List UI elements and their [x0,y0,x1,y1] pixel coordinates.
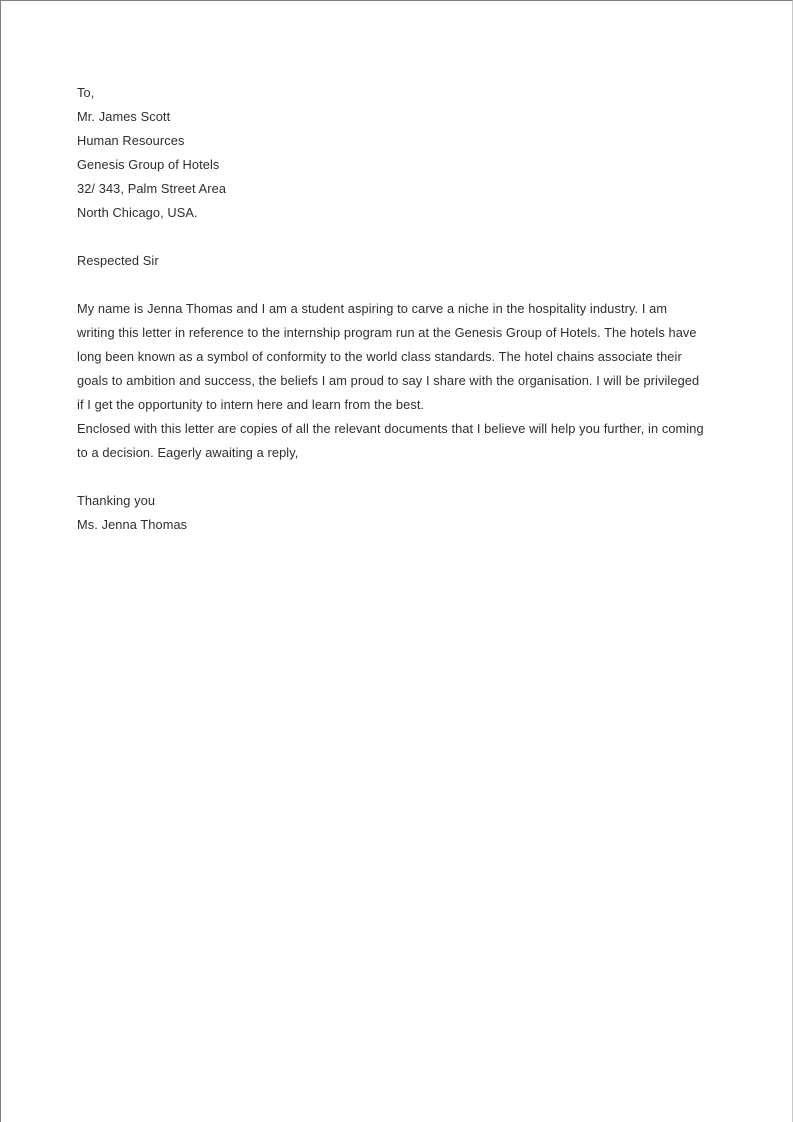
body-paragraph-1-line: goals to ambition and success, the beliefs I am proud to say I share with the organisation. I will be privileged [77,373,700,388]
spacer-before-closing [77,465,713,489]
body-paragraph-2-line: Enclosed with this letter are copies of all the relevant documents that I believe will help you further, in coming [77,421,704,436]
body-paragraph-1-line: long been known as a symbol of conformity to the world class standards. The hotel chains associate their [77,349,682,364]
closing-thanking-you: Thanking you [77,493,156,508]
body-paragraph-1 [77,297,713,417]
letter-content [77,81,713,537]
body-paragraph-1-line: writing this letter in reference to the internship program run at the Genesis Group of Hotels. The hotels have [77,325,697,340]
body-paragraph-1-line: if I get the opportunity to intern here and learn from the best. [77,397,425,412]
recipient-line-name: Mr. James Scott [77,109,171,124]
recipient-address-block [77,81,713,225]
body-paragraph-1-line: My name is Jenna Thomas and I am a student aspiring to carve a niche in the hospitality industry. I am [77,301,668,316]
salutation-text: Respected Sir [77,253,159,268]
recipient-line-street: 32/ 343, Palm Street Area [77,181,227,196]
salutation [77,249,713,273]
recipient-line-city: North Chicago, USA. [77,205,198,220]
recipient-line-to: To, [77,85,95,100]
recipient-line-company: Genesis Group of Hotels [77,157,220,172]
spacer-before-salutation [77,225,713,249]
closing-block [77,489,713,537]
spacer-before-body [77,273,713,297]
body-paragraph-2-line: to a decision. Eagerly awaiting a reply, [77,445,299,460]
closing-signature-name: Ms. Jenna Thomas [77,517,188,532]
body-paragraph-2 [77,417,713,465]
recipient-line-department: Human Resources [77,133,185,148]
